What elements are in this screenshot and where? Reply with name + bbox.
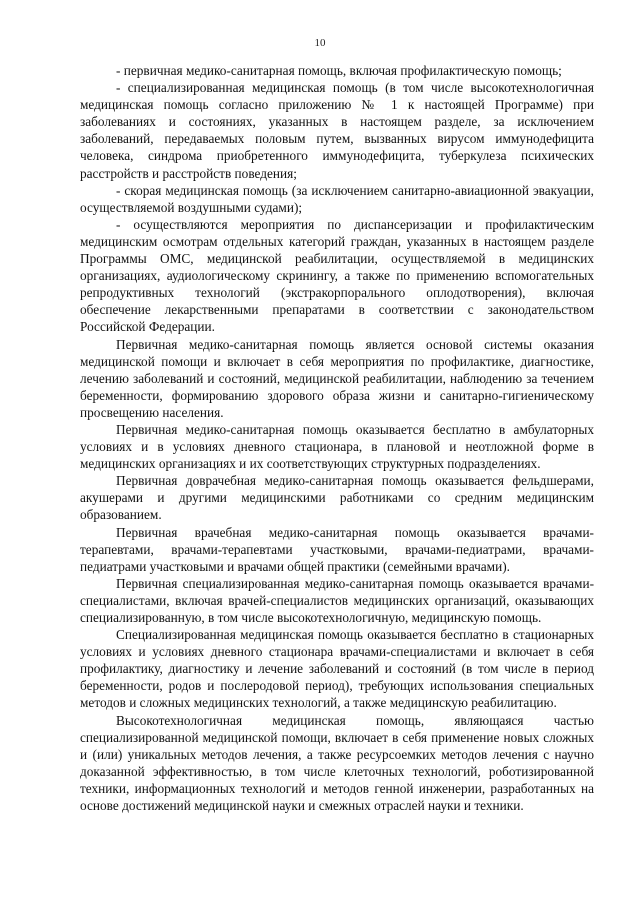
paragraph-dispensary-item: - осуществляются мероприятия по диспансеризации и профилактическим медицинским осмотрам отдельных категорий граждан, указанных в настоящем разделе Программы ОМС, медицинской реабилитации, осуществляемой в медицинских организациях, аудиологическому скринингу, а также по применению вспомогательных репродуктивных технологий (экстракорпорального оплодотворения), включая обеспечение лекарственными препаратами в соответствии с законодательством Российской Федерации. bbox=[80, 216, 594, 335]
paragraph-physician-care: Первичная врачебная медико-санитарная помощь оказывается врачами-терапевтами, врачами-терапевтами участковыми, врачами-педиатрами, врачами-педиатрами участковыми и врачами общей практики (семейными врачами). bbox=[80, 524, 594, 574]
paragraph-primary-care-free: Первичная медико-санитарная помощь оказывается бесплатно в амбулаторных условиях и в условиях дневного стационара, в плановой и неотложной форме в медицинских организациях и их соответствующих структурных подразделениях. bbox=[80, 421, 594, 472]
paragraph-emergency-care-item: - скорая медицинская помощь (за исключением санитарно-авиационной эвакуации, осуществляемой воздушными судами); bbox=[80, 182, 594, 215]
paragraph-primary-care-item: - первичная медико-санитарная помощь, включая профилактическую помощь; bbox=[116, 63, 562, 78]
paragraph-high-tech-care: Высокотехнологичная медицинская помощь, являющаяся частью специализированной медицинской помощи, включает в себя применение новых сложных и (или) уникальных методов лечения, а также ресурсоемких методов лечения с научно доказанной эффективностью, в том числе клеточных технологий, роботизированной техники, информационных технологий и методов генной инженерии, разработанных на основе достижений медицинской науки и смежных отраслей науки и техники. bbox=[80, 712, 594, 814]
document-body bbox=[80, 62, 594, 814]
paragraph-pre-medical-care: Первичная доврачебная медико-санитарная помощь оказывается фельдшерами, акушерами и другими медицинскими работниками со средним медицинским образованием. bbox=[80, 473, 594, 523]
paragraph-specialized-care-item: - специализированная медицинская помощь (в том числе высокотехнологичная медицинская помощь согласно приложению № 1 к настоящей Программе) при заболеваниях и состояниях, указанных в настоящем разделе, за исключением заболеваний, передаваемых половым путем, вызванных вирусом иммунодефицита человека, синдрома приобретенного иммунодефицита, туберкулеза психических расстройств и расстройств поведения; bbox=[80, 80, 594, 181]
paragraph-specialized-care: Специализированная медицинская помощь оказывается бесплатно в стационарных условиях и условиях дневного стационара врачами-специалистами и включает в себя профилактику, диагностику и лечение заболеваний и состояний (в том числе в период беременности, родов и послеродовой период), требующих использования специальных методов и сложных медицинских технологий, а также медицинскую реабилитацию. bbox=[80, 627, 594, 711]
page-number: 10 bbox=[314, 37, 326, 49]
paragraph-primary-care-basis: Первичная медико-санитарная помощь является основой системы оказания медицинской помощи и включает в себя мероприятия по профилактике, диагностике, лечению заболеваний и состояний, медицинской реабилитации, наблюдению за течением беременности, формированию здорового образа жизни и санитарно-гигиеническому просвещению населения. bbox=[80, 336, 594, 420]
paragraph-specialist-primary-care: Первичная специализированная медико-санитарная помощь оказывается врачами-специалистами, включая врачей-специалистов медицинских организаций, оказывающих специализированную, в том числе высокотехнологичную, медицинскую помощь. bbox=[80, 575, 594, 625]
